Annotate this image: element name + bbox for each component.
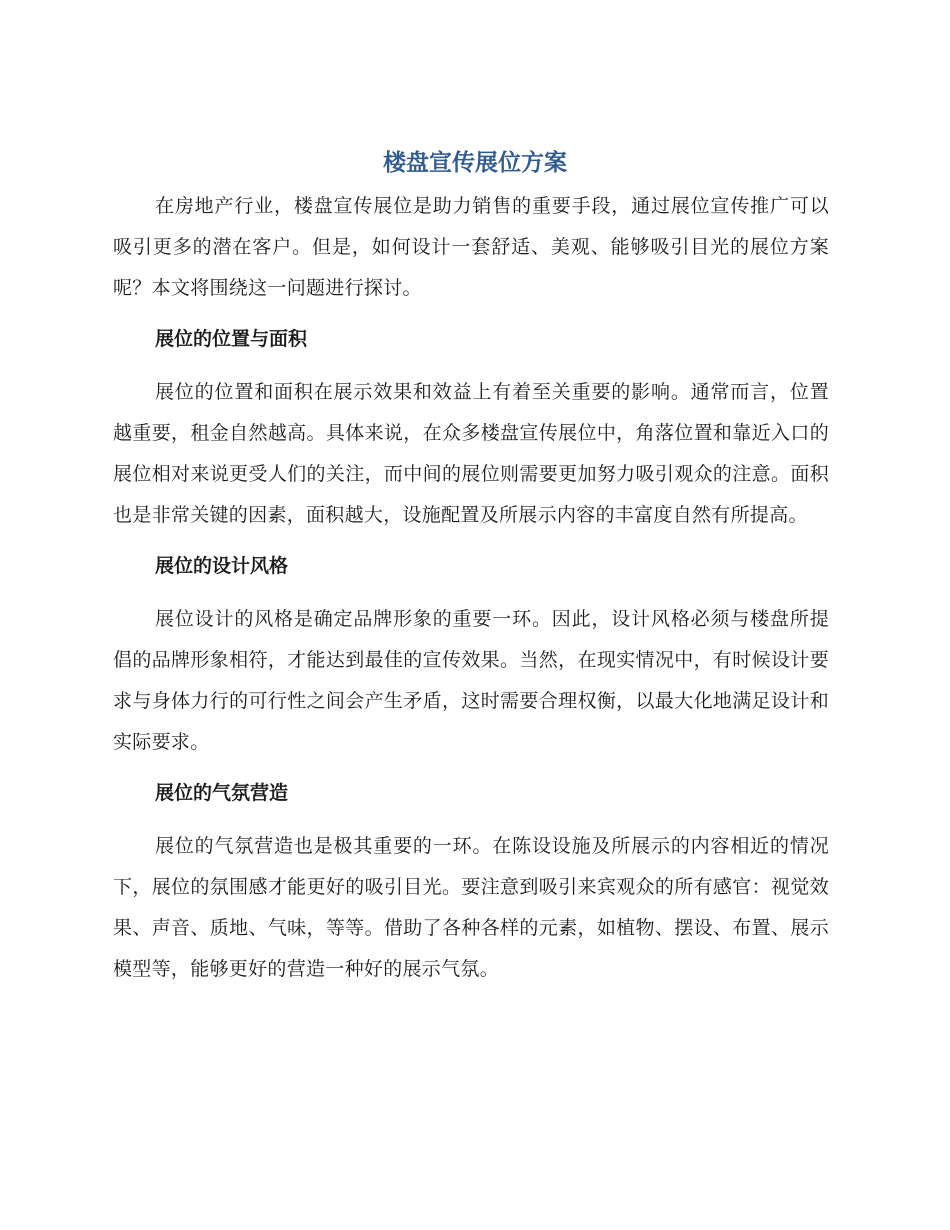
section-body-design-style: 展位设计的风格是确定品牌形象的重要一环。因此，设计风格必须与楼盘所提倡的品牌形象相符，才能达到最佳的宣传效果。当然，在现实情况中，有时候设计要求与身体力行的可行性之间会产生矛盾，这时需要合理权衡，以最大化地满足设计和实际要求。 — [113, 608, 829, 753]
intro-paragraph: 在房地产行业，楼盘宣传展位是助力销售的重要手段，通过展位宣传推广可以吸引更多的潜在客户。但是，如何设计一套舒适、美观、能够吸引目光的展位方案呢？本文将围绕这一问题进行探讨。 — [113, 195, 829, 299]
spacer — [113, 763, 829, 773]
document-body — [113, 186, 829, 990]
section-body-location-area: 展位的位置和面积在展示效果和效益上有着至关重要的影响。通常而言，位置越重要，租金自然越高。具体来说，在众多楼盘宣传展位中，角落位置和靠近入口的展位相对来说更受人们的关注，而中间的展位则需要更加努力吸引观众的注意。面积也是非常关键的因素，面积越大，设施配置及所展示内容的丰富度自然有所提高。 — [113, 381, 829, 526]
spacer — [113, 360, 829, 372]
spacer — [113, 536, 829, 546]
section-heading-atmosphere: 展位的气氛营造 — [155, 782, 289, 804]
spacer — [113, 814, 829, 826]
spacer — [113, 587, 829, 599]
document-title: 楼盘宣传展位方案 — [383, 150, 567, 176]
spacer — [113, 309, 829, 319]
section-heading-design-style: 展位的设计风格 — [155, 555, 289, 577]
section-heading-location-area: 展位的位置与面积 — [155, 328, 308, 350]
section-body-atmosphere: 展位的气氛营造也是极其重要的一环。在陈设设施及所展示的内容相近的情况下，展位的氛围感才能更好的吸引目光。要注意到吸引来宾观众的所有感官：视觉效果、声音、质地、气味，等等。借助了各种各样的元素，如植物、摆设、布置、展示模型等，能够更好的营造一种好的展示气氛。 — [113, 835, 829, 980]
